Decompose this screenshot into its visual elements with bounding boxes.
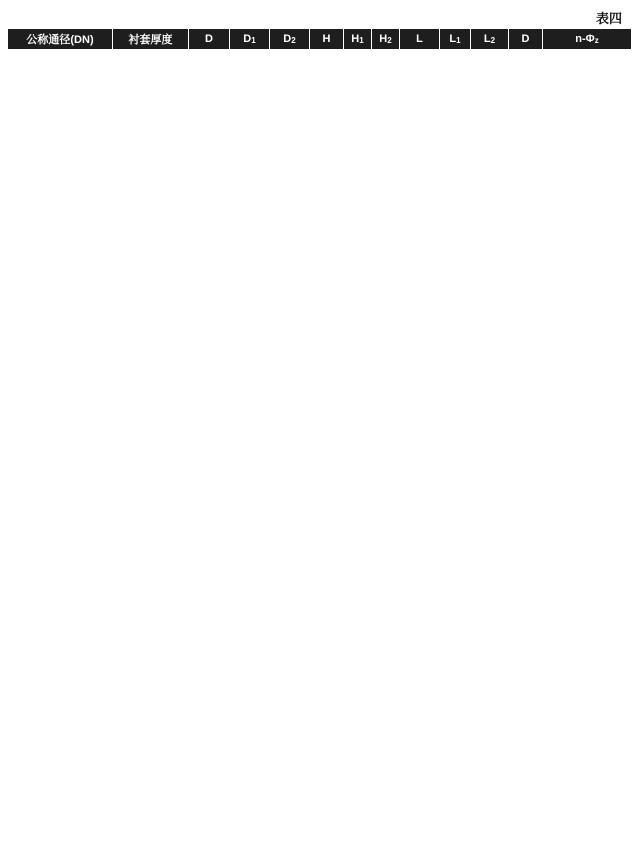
header-cell xyxy=(230,29,270,50)
header-subscript: 1 xyxy=(251,36,256,45)
header-cell xyxy=(400,29,440,50)
header-label: H xyxy=(322,33,331,45)
header-subscript: 2 xyxy=(387,36,392,45)
header-cell xyxy=(543,29,632,50)
header-label: 衬套厚度 xyxy=(128,34,173,46)
header-subscript: 1 xyxy=(359,36,364,45)
header-cell xyxy=(8,29,113,50)
header-label: D xyxy=(283,33,292,45)
header-cell xyxy=(113,29,189,50)
header-label: H xyxy=(379,33,388,45)
header-subscript: z xyxy=(594,36,599,45)
header-subscript: 1 xyxy=(456,36,461,45)
header-cell xyxy=(509,29,543,50)
header-row xyxy=(8,29,632,50)
header-label: D xyxy=(205,33,213,45)
header-subscript: 2 xyxy=(490,36,496,45)
header-cell xyxy=(344,29,372,50)
header-cell xyxy=(310,29,344,50)
header-cell xyxy=(189,29,230,50)
header-cell xyxy=(471,29,509,50)
header-label: 公称通径(DN) xyxy=(26,34,94,46)
header-label: H xyxy=(351,33,360,45)
header-cell xyxy=(372,29,400,50)
header-label: D xyxy=(521,33,530,45)
header-subscript: 2 xyxy=(291,36,296,45)
header-label: L xyxy=(483,33,491,45)
header-label: n-Φ xyxy=(575,33,595,45)
header-label: L xyxy=(416,33,423,45)
spec-table xyxy=(7,28,632,50)
table-label: 表四 xyxy=(595,12,622,27)
header-label: D xyxy=(243,33,252,45)
header-label: L xyxy=(449,33,457,45)
header-cell xyxy=(270,29,310,50)
header-cell xyxy=(440,29,471,50)
